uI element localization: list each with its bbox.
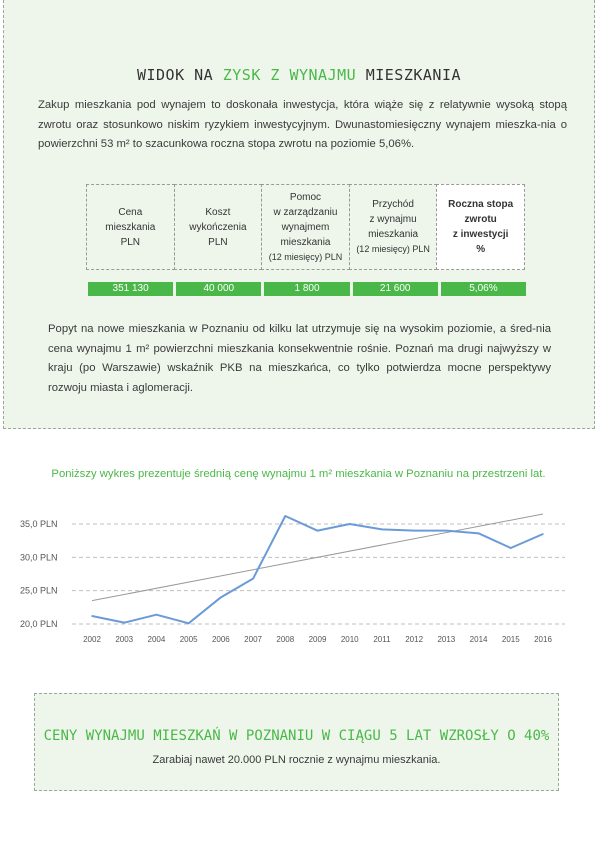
header-income — [349, 184, 438, 270]
data-point — [156, 614, 158, 616]
x-tick-label: 2003 — [115, 635, 134, 644]
value-management: 1 800 — [264, 282, 349, 296]
data-point — [381, 529, 383, 531]
header-management-line2: w zarządzaniu — [273, 206, 338, 218]
data-point — [284, 515, 286, 517]
intro-paragraph: Zakup mieszkania pod wynajem to doskonała inwestycja, która wiąże się z relatywnie wysoką stopą zwrotu oraz stosunkowo niskim ryzykiem inwestycyjnym. Dwunastomiesięczny wynajem mieszka-nia o powierzchni 53 m² to szacunkowa roczna stopa zwrotu na poziomie 5,06%. — [38, 99, 567, 150]
value-finishing: 40 000 — [176, 282, 261, 296]
headline-part2: MIESZKANIA — [356, 66, 462, 84]
header-return-line2: zwrotu — [464, 214, 497, 225]
header-income-line4: (12 miesięcy) PLN — [356, 244, 430, 254]
y-tick-label: 30,0 PLN — [20, 552, 58, 563]
data-point — [252, 578, 254, 580]
header-management — [261, 184, 350, 270]
data-point — [91, 615, 93, 617]
data-point — [510, 547, 512, 549]
y-tick-label: 20,0 PLN — [20, 619, 58, 629]
header-management-line5: (12 miesięcy) PLN — [268, 251, 343, 262]
header-finishing-line2: wykończenia — [189, 221, 247, 233]
header-management-line3: wynajmem — [281, 221, 330, 233]
rent-price-line — [92, 516, 543, 623]
x-tick-label: 2002 — [83, 635, 101, 644]
header-finishing-line1: Koszt — [205, 206, 231, 218]
data-point — [446, 530, 448, 532]
chart-svg — [20, 510, 575, 645]
data-point — [413, 530, 415, 532]
cta-subtitle: Zarabiaj nawet 20.000 PLN rocznie z wynajmu mieszkania. — [152, 754, 441, 766]
cta-title: CENY WYNAJMU MIESZKAŃ W POZNANIU W CIĄGU 5 LAT WZROSŁY O 40% — [43, 728, 550, 744]
value-income: 21 600 — [353, 282, 438, 296]
market-paragraph: Popyt na nowe mieszkania w Poznaniu od kilku lat utrzymuje się na wysokim poziomie, a śred-nia cena wynajmu 1 m² powierzchni mieszkania konsekwentnie rośnie. Poznań ma drugi najwyższy w kraju (po Warszawie) wskaźnik PKB na mieszkańca, co tylko potwierdza mocne perspektywy rozwoju miasta i aglomeracji. — [48, 323, 551, 394]
value-price: 351 130 — [88, 282, 173, 296]
header-return — [436, 184, 525, 270]
cta-box — [34, 693, 559, 791]
header-income-line2: z wynajmu — [369, 214, 417, 225]
headline — [4, 66, 594, 84]
y-tick-label: 35,0 PLN — [20, 519, 58, 529]
rent-price-chart — [20, 510, 575, 645]
data-point — [123, 622, 125, 624]
header-return-line4: % — [476, 244, 486, 255]
data-point — [478, 533, 480, 535]
data-point — [542, 533, 544, 535]
data-point — [220, 597, 222, 599]
data-point — [188, 623, 190, 625]
header-return-line3: z inwestycji — [452, 229, 509, 240]
headline-accent: ZYSK Z WYNAJMU — [222, 66, 357, 84]
data-point — [317, 530, 319, 532]
chart-caption: Poniższy wykres prezentuje średnią cenę wynajmu 1 m² mieszkania w Poznaniu na przestrzeni lat. — [51, 468, 546, 480]
header-income-line3: mieszkania — [368, 229, 419, 240]
x-tick-label: 2008 — [276, 635, 295, 644]
header-management-line4: mieszkania — [280, 236, 331, 248]
x-tick-label: 2005 — [179, 635, 198, 644]
x-tick-label: 2014 — [469, 635, 488, 644]
header-finishing — [174, 184, 263, 270]
x-tick-label: 2015 — [501, 635, 520, 644]
y-tick-label: 25,0 PLN — [20, 585, 58, 596]
summary-table — [86, 184, 524, 270]
x-tick-label: 2011 — [373, 635, 391, 644]
header-management-line1: Pomoc — [289, 191, 322, 203]
header-price-line2: mieszkania — [105, 221, 156, 233]
x-tick-label: 2016 — [534, 635, 552, 644]
x-tick-label: 2012 — [405, 635, 424, 644]
x-tick-label: 2007 — [244, 635, 262, 644]
header-finishing-line3: PLN — [208, 236, 228, 248]
value-return: 5,06% — [441, 282, 526, 296]
x-tick-label: 2004 — [147, 635, 166, 644]
headline-part1: WIDOK NA — [136, 66, 223, 84]
x-tick-label: 2010 — [340, 635, 359, 644]
values-row — [88, 282, 526, 296]
data-point — [349, 523, 351, 525]
x-tick-label: 2013 — [437, 635, 456, 644]
header-price-line1: Cena — [118, 206, 143, 218]
header-income-line1: Przychód — [372, 199, 414, 210]
header-price — [86, 184, 175, 270]
header-return-line1: Roczna stopa — [448, 199, 514, 210]
x-tick-label: 2006 — [211, 635, 230, 644]
header-price-line3: PLN — [120, 236, 141, 248]
x-tick-label: 2009 — [308, 635, 327, 644]
